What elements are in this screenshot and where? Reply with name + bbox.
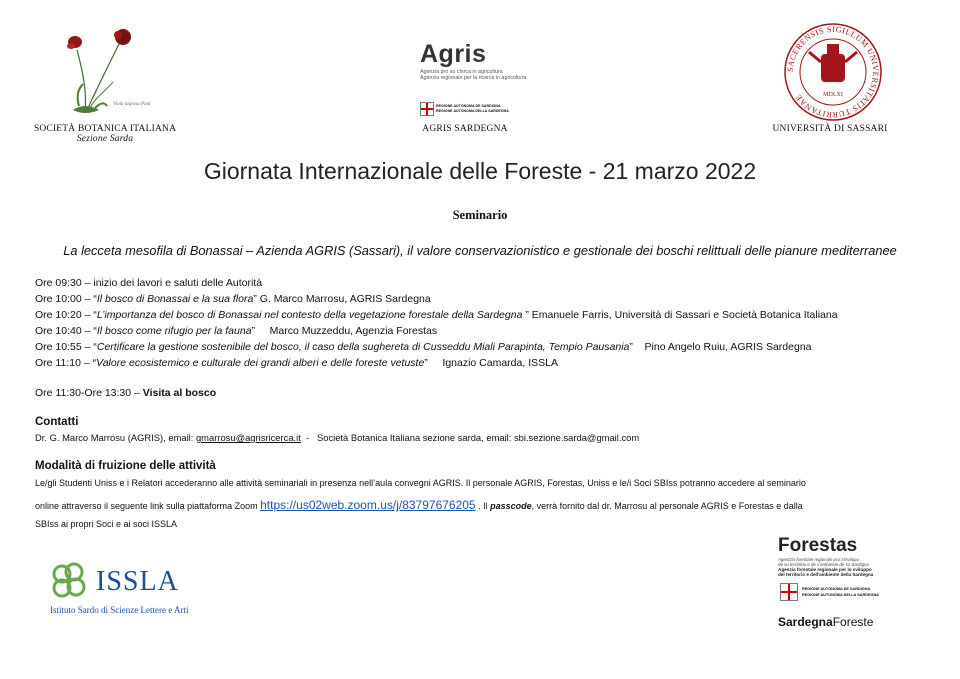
forestas-name: Forestas	[778, 535, 858, 556]
contacts-line	[35, 432, 639, 443]
program-speaker: ” Ignazio Camarda, ISSLA	[424, 357, 558, 369]
agris-line2: Agenzia regionale per la ricerca in agricoltura	[420, 75, 527, 81]
program-time: Ore 10:55 – “	[35, 341, 97, 353]
program-time: Ore 10:20 – “	[35, 309, 97, 321]
forestas-line1: Agentzia forestale regionale pro s'isvilupu	[778, 557, 859, 562]
agris-region1: REGIONE AUTÒNOMA DE SARDIGNA	[436, 104, 501, 108]
sardinia-crest-icon	[420, 102, 434, 116]
agris-name: Agris	[420, 40, 487, 68]
modalities-text: . Il	[475, 501, 491, 511]
program-item	[35, 275, 262, 291]
program-speaker: ” Emanuele Farris, Università di Sassari e Società Botanica Italiana	[522, 309, 838, 321]
agris-line1: Agenzia pro su chirca in agricultura	[420, 69, 503, 75]
forestas-brand	[778, 615, 873, 629]
program-item	[35, 307, 838, 323]
seminar-subtitle: La lecceta mesofila di Bonassai – Azienda AGRIS (Sassari), il valore conservazionistico e gestionale dei boschi relittuali delle pianure mediterranee	[63, 243, 897, 258]
modalities-line3: SBIss ai propri Soci e ai soci ISSLA	[35, 519, 178, 529]
sbi-caption-main: SOCIETÀ BOTANICA ITALIANA	[33, 124, 177, 134]
program-time: Ore 09:30 – inizio dei lavori e saluti delle Autorità	[35, 277, 263, 289]
program-time: Ore 10:00 – “	[35, 293, 97, 305]
uniss-caption: UNIVERSITÀ DI SASSARI	[772, 124, 888, 134]
visit-label: Visita al bosco	[142, 387, 217, 399]
contacts-heading: Contatti	[35, 416, 79, 428]
contacts-text: Dr. G. Marco Marrosu (AGRIS), email:	[35, 432, 196, 443]
issla-full-name: Istituto Sardo di Scienze Lettere e Arti	[50, 605, 189, 615]
program-talk: Il bosco come rifugio per la fauna	[96, 325, 252, 337]
modalities-line1: Le/gli Studenti Uniss e i Relatori accederanno alle attività seminariali in presenza nell’aula convegni AGRIS. Il personale AGRIS, Forestas, Uniss e le/i Soci SBIss potranno accedere al seminario	[35, 478, 806, 488]
program-speaker: ” G. Marco Marrosu, AGRIS Sardegna	[253, 293, 431, 305]
forestas-line4: del territorio e dell'ambiente della Sardegna	[778, 572, 874, 577]
modalities-heading: Modalità di fruizione delle attività	[35, 460, 216, 472]
program-talk: L’importanza del bosco di Bonassai nel contesto della vegetazione forestale della Sardegna	[96, 309, 523, 321]
agris-logo	[420, 40, 560, 120]
page-title: Giornata Internazionale delle Foreste - 21 marzo 2022	[203, 158, 757, 184]
program-item	[35, 339, 812, 355]
forestas-line2: de su territòriu e de s'ambiente de sa Sardigna	[778, 562, 869, 567]
program-item	[35, 291, 431, 307]
sbi-caption-sub: Sezione Sarda	[76, 134, 134, 144]
agris-region2: REGIONE AUTONOMA DELLA SARDEGNA	[436, 109, 509, 113]
email-link-agris[interactable]: gmarrosu@agrisricerca.it	[195, 432, 301, 443]
flower-drawing-icon	[55, 22, 165, 122]
program-talk: Valore ecosistemico e culturale dei grandi alberi e delle foreste vetuste	[96, 357, 425, 369]
program-item	[35, 355, 558, 371]
sbi-caption	[25, 124, 185, 144]
visit-line	[35, 385, 216, 401]
sardinia-crest-icon	[780, 583, 798, 601]
forestas-brand-a: Sardegna	[778, 615, 833, 629]
program-speaker: ” Pino Angelo Ruiu, AGRIS Sardegna	[629, 341, 812, 353]
zoom-link[interactable]: https://us02web.zoom.us/j/83797676205	[260, 498, 476, 512]
program-talk: Il bosco di Bonassai e la sua flora	[96, 293, 254, 305]
university-seal-icon	[783, 22, 883, 122]
uniss-seal	[783, 22, 883, 122]
uniss-seal-year: MDLXI	[823, 92, 843, 98]
forestas-line3: Agenzia forestale regionale per lo sviluppo	[778, 567, 872, 572]
sbi-logo	[55, 22, 165, 122]
program-speaker: ” Marco Muzzeddu, Agenzia Forestas	[251, 325, 438, 337]
forestas-region1: REGIONE AUTÒNOMA DE SARDIGNA	[802, 587, 871, 591]
agris-caption: AGRIS SARDEGNA	[422, 124, 508, 134]
forestas-brand-b: Foreste	[832, 615, 874, 629]
program-time: Ore 11:10 – “	[35, 357, 97, 369]
modalities-text: , verrà fornito dal dr. Marrosu al personale AGRIS e Forestas e dalla	[531, 501, 803, 511]
contacts-text-sbi: - Società Botanica Italiana sezione sarda, email: sbi.sezione.sarda@gmail.com	[300, 432, 640, 443]
program-item	[35, 323, 437, 339]
forestas-region2: REGIONE AUTONOMA DELLA SARDEGNA	[802, 593, 879, 597]
modalities-text: online attraverso il seguente link sulla piattaforma Zoom	[35, 501, 261, 511]
sbi-signature: Viola nigrosa Pani	[113, 102, 151, 107]
visit-time: Ore 11:30-Ore 13:30 –	[35, 387, 143, 399]
passcode-word: passcode	[490, 501, 532, 511]
modalities-line2	[35, 498, 803, 512]
seminar-label: Seminario	[452, 208, 508, 222]
issla-knot-icon	[48, 562, 92, 602]
issla-logo	[48, 562, 218, 622]
program-talk: Certificare la gestione sostenibile del bosco, il caso della sughereta di Cusseddu Miali Parapinta, Tempio Pausania	[96, 341, 630, 353]
issla-name: ISSLA	[96, 566, 179, 597]
uniss-seal-text: SACERENSIS SIGILLUM UNIVERSITATIS TURRITANAE	[785, 24, 881, 120]
program-time: Ore 10:40 – “	[35, 325, 97, 337]
forestas-logo	[778, 535, 893, 635]
